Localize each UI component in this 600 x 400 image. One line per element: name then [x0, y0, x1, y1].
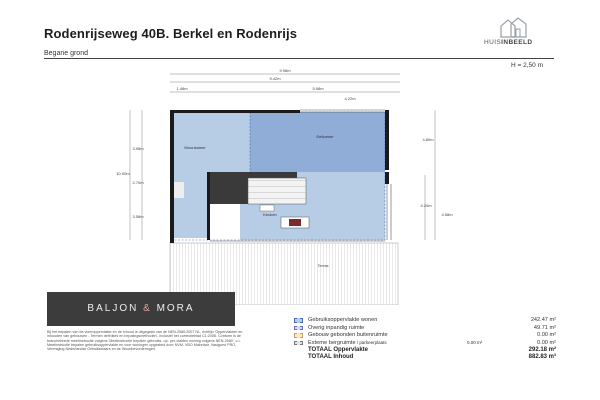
house-logo-icon: [499, 16, 529, 38]
dim-top-right: 4.22m: [344, 96, 356, 101]
dim-top-inner: 9.42m: [269, 76, 281, 81]
dim-top-total: 9.98m: [279, 68, 291, 73]
page-title: Rodenrijseweg 40B. Berkel en Rodenrijs: [44, 26, 298, 41]
legend-extra-value: 0.00 m²: [467, 340, 483, 345]
logo-wordmark: HUISINBEELD: [484, 39, 533, 46]
total-row: [294, 347, 556, 354]
dim-top-left: 1.48m: [176, 86, 188, 91]
total-value: 292.18 m²: [528, 347, 556, 353]
legend-value: 0.00 m²: [537, 339, 556, 346]
legend-value: 242.47 m²: [530, 317, 556, 323]
legend-extra-label: / parkeerplaats: [355, 339, 387, 345]
dim-left-3: 3.58m: [132, 214, 144, 219]
dim-right-1: 4.80m: [422, 137, 434, 142]
floor-label: Begane grond: [44, 50, 88, 57]
total-label: TOTAAL Inhoud: [308, 354, 354, 360]
area-legend: [294, 317, 556, 347]
legend-label: Gebruiksoppervlakte wonen: [308, 317, 378, 323]
legend-value: 49.71 m²: [533, 324, 556, 331]
total-label: TOTAAL Oppervlakte: [308, 347, 369, 353]
legend-row: [294, 317, 556, 325]
dim-left-total: 10.00m: [116, 171, 130, 176]
legend-swatch: [294, 326, 303, 331]
room-label-living: Woonkamer: [184, 145, 206, 150]
living-room-area: [172, 112, 250, 172]
legend-row: [294, 332, 556, 340]
legend-value: 0.00 m²: [537, 332, 556, 338]
dim-left-2: 2.70m: [132, 180, 144, 185]
legend-label: Overig inpandig ruimte: [308, 324, 365, 331]
legend-swatch: [294, 318, 303, 323]
legend-label: Gebouw gebonden buitenruimte: [308, 332, 388, 338]
ceiling-height: H = 2,50 m: [511, 62, 543, 69]
legend-label: Externe bergruimte / parkeerplaats: [308, 339, 387, 346]
room-label-dining: Eetkamer: [316, 134, 334, 139]
legend-row: [294, 340, 556, 348]
dining-room-area: [250, 112, 385, 172]
agency-logo: BALJON & MORA: [47, 292, 235, 326]
room-label-terrace: Terras: [317, 263, 329, 268]
room-label-kitchen: Keuken: [263, 212, 277, 217]
hall-area: [172, 172, 207, 238]
legend-swatch: [294, 341, 303, 346]
legend-swatch: [294, 333, 303, 338]
floor-plan: [80, 60, 540, 305]
dim-top-mid: 5.98m: [312, 86, 324, 91]
legend-row: [294, 325, 556, 333]
dim-right-3: 4.58m: [441, 212, 453, 217]
totals: [294, 347, 556, 361]
dim-left-1: 3.98m: [132, 146, 144, 151]
total-row: [294, 354, 556, 361]
measurement-disclaimer: Bij het bepalen van de vloeroppervlakte en de inhoud is uitgegaan van de NEN-2580:2007 NL, richtlijn 'Oppervlakten en inhouden van gebouwen - Termen definities en bepalingsmethoden', inclusief het correctieblad C1:2008. Conform is de branchebrede meetinstructie volgens 'Meetinstructie bepalen gebruiks- op- per-vlakten woning volgens NEN-2580', o.i. Meetinstructie bepalen gebruiksoppervlakte en voor woningen opgesteld door NVM, VBO Makelaar, Vastgoed PRO, Vereniging Nederlandse Ontwikkelaars en de Woonbevorderingen.: [47, 330, 243, 352]
header-divider: [44, 58, 554, 59]
total-value: 882.83 m³: [528, 354, 556, 360]
dim-right-2: 4.20m: [420, 203, 432, 208]
